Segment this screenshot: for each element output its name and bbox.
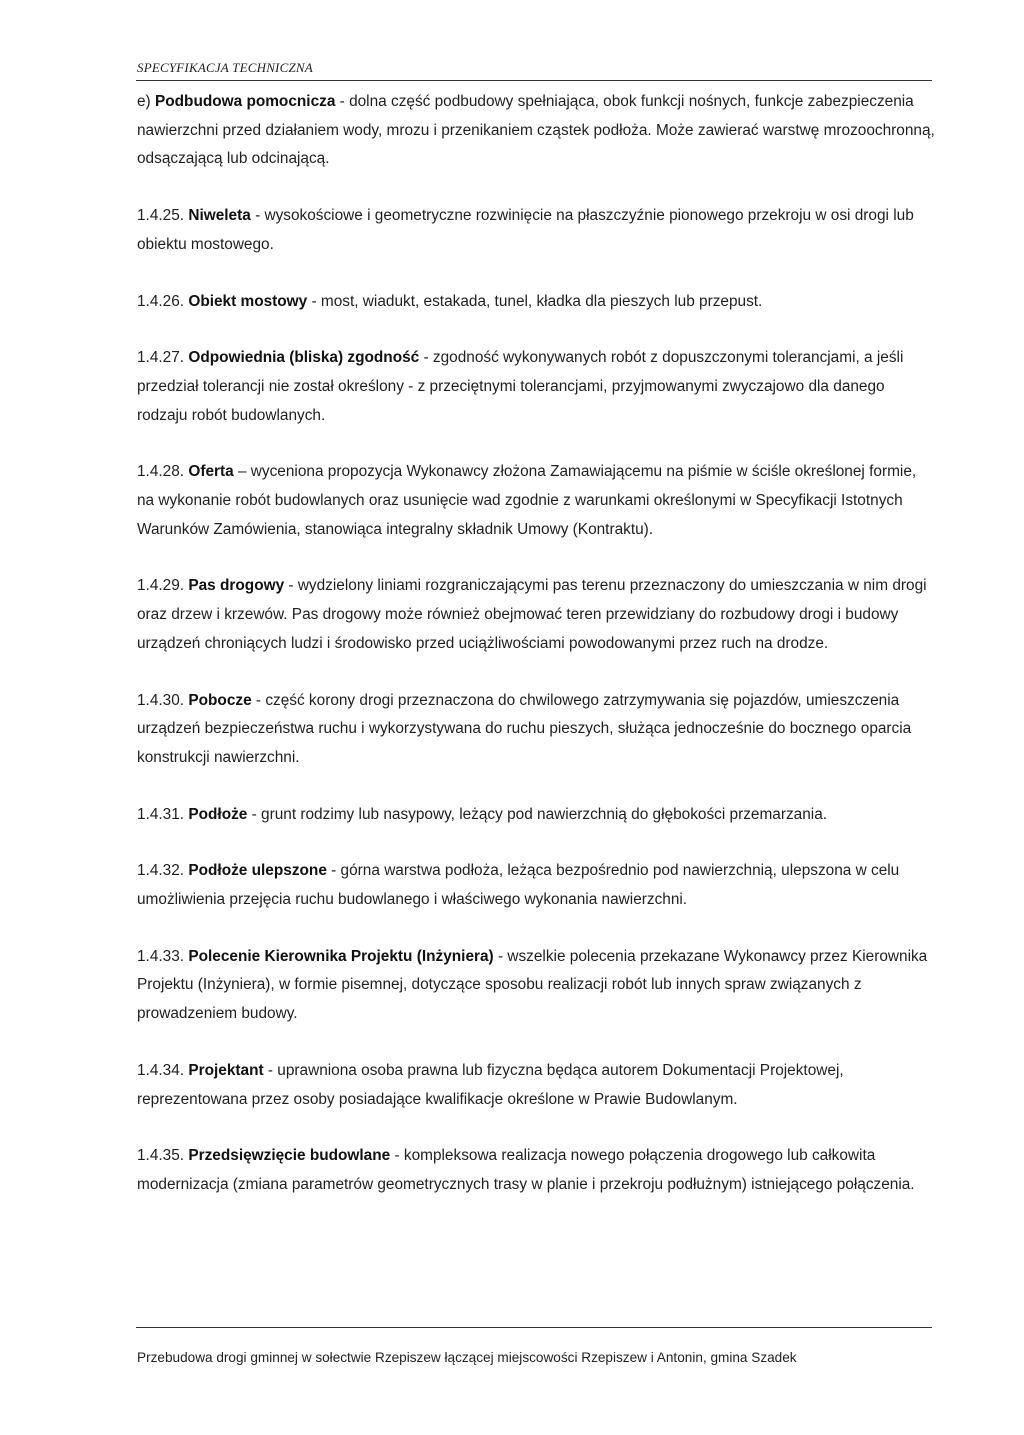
- definition-oferta: [137, 458, 937, 544]
- definition-term: Oferta: [188, 463, 234, 481]
- definition-number: 1.4.30.: [137, 691, 189, 709]
- definition-number: 1.4.26.: [137, 292, 189, 310]
- definition-text: - dolna część podbudowy spełniająca, obok funkcji nośnych, funkcje zabezpieczenia nawierzchni przed działaniem wody, mrozu i przenikaniem cząstek podłoża. Może zawierać warstwę mrozoochronną, odsączającą lub odcinającą.: [137, 93, 935, 168]
- definition-number: 1.4.28.: [137, 463, 189, 481]
- definition-text: - wysokościowe i geometryczne rozwinięcie na płaszczyźnie pionowego przekroju w osi drogi lub obiektu mostowego.: [137, 207, 914, 253]
- definition-term: Niweleta: [188, 207, 251, 225]
- definition-text: - część korony drogi przeznaczona do chwilowego zatrzymywania się pojazdów, umieszczenia urządzeń bezpieczeństwa ruchu i wykorzystywana do ruchu pieszych, służąca jednocześnie do bocznego oparcia konstrukcji nawierzchni.: [137, 691, 912, 766]
- definition-number: e): [137, 93, 155, 110]
- definition-number: 1.4.31.: [137, 805, 189, 823]
- definition-projektant: [137, 1057, 937, 1114]
- definition-text: - grunt rodzimy lub nasypowy, leżący pod nawierzchnią do głębokości przemarzania.: [247, 805, 828, 823]
- definition-text: - kompleksowa realizacja nowego połączenia drogowego lub całkowita modernizacja (zmiana parametrów geometrycznych trasy w planie i przekroju podłużnym) istniejącego połączenia.: [137, 1147, 915, 1193]
- definition-term: Odpowiednia (bliska) zgodność: [188, 349, 420, 367]
- definition-text: - most, wiadukt, estakada, tunel, kładka dla pieszych lub przepust.: [307, 292, 763, 310]
- definition-obiekt-mostowy: [137, 288, 937, 317]
- definition-number: 1.4.27.: [137, 349, 189, 367]
- page-footer: Przebudowa drogi gminnej w sołectwie Rzepiszew łączącej miejscowości Rzepiszew i Antonin, gmina Szadek: [137, 1350, 797, 1365]
- definition-text: - górna warstwa podłoża, leżąca bezpośrednio pod nawierzchnią, ulepszona w celu umożliwienia przejęcia ruchu budowlanego i właściwego wykonania nawierzchni.: [137, 862, 900, 909]
- definition-term: Pobocze: [188, 691, 252, 709]
- footer-rule: [136, 1327, 932, 1328]
- definition-term: Podbudowa pomocnicza: [154, 93, 336, 110]
- definition-term: Przedsięwzięcie budowlane: [188, 1147, 391, 1165]
- page-header: SPECYFIKACJA TECHNICZNA: [137, 60, 313, 75]
- definition-pas-drogowy: [137, 572, 937, 658]
- definition-number: 1.4.25.: [137, 207, 189, 225]
- definition-term: Polecenie Kierownika Projektu (Inżyniera): [188, 947, 494, 965]
- definition-text: - wydzielony liniami rozgraniczającymi pas terenu przeznaczony do umieszczania w nim drogi oraz drzew i krzewów. Pas drogowy może również obejmować teren przewidziany do rozbudowy drogi i budowy urządzeń chroniących ludzi i środowisko przed uciążliwościami powodowanymi przez ruch na drodze.: [137, 577, 927, 652]
- definition-number: 1.4.33.: [137, 947, 189, 965]
- definitions-list: [137, 88, 937, 1228]
- definition-podbudowa-pomocnicza: [137, 88, 937, 174]
- definition-term: Projektant: [188, 1061, 264, 1079]
- definition-podloze: [137, 801, 937, 830]
- definition-text: - zgodność wykonywanych robót z dopuszczonymi tolerancjami, a jeśli przedział tolerancji nie został określony - z przeciętnymi tolerancjami, przyjmowanymi zwyczajowo dla danego rodzaju robót budowlanych.: [137, 349, 904, 424]
- definition-number: 1.4.32.: [137, 862, 189, 880]
- definition-text: – wyceniona propozycja Wykonawcy złożona Zamawiającemu na piśmie w ściśle określonej formie, na wykonanie robót budowlanych oraz usunięcie wad zgodnie z warunkami określonymi w Specyfikacji Istotnych Warunków Zamówienia, stanowiąca integralny składnik Umowy (Kontraktu).: [137, 463, 917, 538]
- definition-term: Obiekt mostowy: [188, 292, 308, 310]
- definition-number: 1.4.34.: [137, 1061, 189, 1079]
- definition-podloze-ulepszone: [137, 857, 937, 914]
- definition-term: Podłoże ulepszone: [188, 862, 327, 880]
- definition-term: Pas drogowy: [188, 577, 285, 595]
- definition-text: - wszelkie polecenia przekazane Wykonawcy przez Kierownika Projektu (Inżyniera), w formie pisemnej, dotyczące sposobu realizacji robót lub innych spraw związanych z prowadzeniem budowy.: [137, 947, 928, 1023]
- definition-pobocze: [137, 687, 937, 773]
- definition-odpowiednia-zgodnosc: [137, 344, 937, 430]
- definition-polecenie-kierownika: [137, 943, 937, 1029]
- definition-number: 1.4.35.: [137, 1147, 189, 1165]
- definition-number: 1.4.29.: [137, 577, 189, 595]
- definition-term: Podłoże: [188, 805, 248, 823]
- definition-przedsiewziecie-budowlane: [137, 1142, 937, 1199]
- definition-niweleta: [137, 202, 937, 259]
- header-rule: [136, 80, 932, 81]
- definition-text: - uprawniona osoba prawna lub fizyczna będąca autorem Dokumentacji Projektowej, reprezentowana przez osoby posiadające kwalifikacje określone w Prawie Budowlanym.: [137, 1061, 844, 1108]
